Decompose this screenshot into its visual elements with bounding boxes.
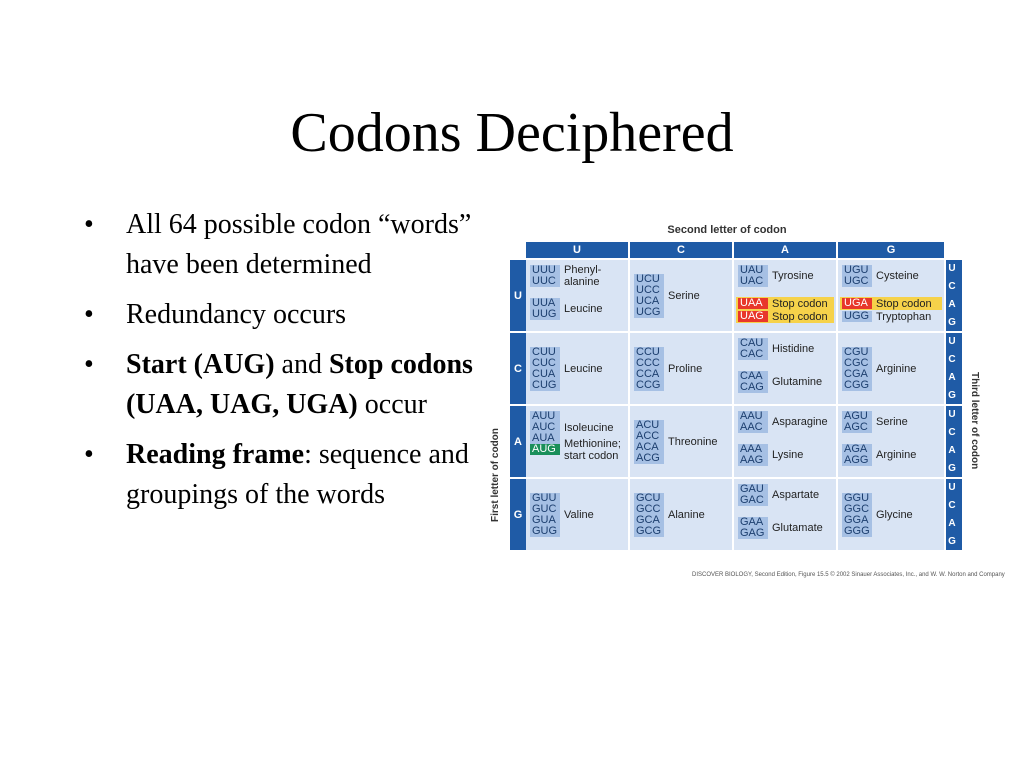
third-letter: A: [948, 298, 956, 310]
codon-group: [842, 444, 872, 466]
third-letter: A: [948, 444, 956, 456]
amino-acid-label: Leucine: [564, 303, 603, 315]
codon: GAU: [738, 484, 768, 495]
amino-acid-label: Aspartate: [772, 489, 820, 501]
codon-cell: [838, 333, 946, 406]
codon-group: [738, 484, 768, 506]
bullet-marker: •: [84, 209, 94, 240]
codon-cell: [526, 260, 630, 333]
third-letter: C: [948, 354, 956, 366]
bullet-item: [84, 295, 494, 335]
codon: UCA: [634, 296, 664, 307]
third-letter: A: [948, 371, 956, 383]
codon: CCG: [634, 380, 664, 391]
amino-acid-label: Histidine: [772, 343, 815, 355]
codon-group: [530, 265, 560, 287]
codon: ACU: [634, 420, 664, 431]
codon-cell: [526, 406, 630, 479]
bullet-marker: •: [84, 439, 94, 470]
amino-acid-label: Stop codon: [772, 311, 828, 323]
codon: CUA: [530, 369, 560, 380]
amino-acid-label: Asparagine: [772, 416, 828, 428]
bullet-marker: •: [84, 299, 94, 330]
bullet-item: [84, 435, 494, 515]
bullet-bold-text: Start (AUG): [126, 349, 275, 380]
third-letter: A: [948, 517, 956, 529]
codon-cell: [526, 333, 630, 406]
codon-cell: [630, 333, 734, 406]
amino-acid-label: Proline: [668, 363, 703, 375]
codon-group: [530, 298, 560, 320]
codon: UAC: [738, 276, 768, 287]
bullet-list: [84, 205, 494, 525]
codon-cell: [734, 406, 838, 479]
amino-acid-label: Arginine: [876, 363, 917, 375]
codon-cell: [630, 479, 734, 552]
codon: CGU: [842, 347, 872, 358]
codon-group: [738, 298, 768, 309]
third-letter: G: [948, 462, 956, 474]
third-letter: G: [948, 316, 956, 328]
codon: CAC: [738, 349, 768, 360]
codon: UUC: [530, 276, 560, 287]
codon: ACA: [634, 442, 664, 453]
amino-acid-label: Isoleucine: [564, 422, 614, 434]
codon: CGC: [842, 358, 872, 369]
amino-acid-label: Serine: [668, 290, 700, 302]
amino-acid-label: Stop codon: [772, 298, 828, 310]
third-letter: C: [948, 281, 956, 293]
second-letter-header: A: [734, 242, 836, 258]
codon: AAU: [738, 411, 768, 422]
codon: UGC: [842, 276, 872, 287]
codon: AGC: [842, 422, 872, 433]
bullet-marker: •: [84, 349, 94, 380]
third-letter: U: [948, 263, 956, 275]
codon-group: [842, 311, 872, 322]
codon: CGG: [842, 380, 872, 391]
amino-acid-label: Threonine: [668, 436, 718, 448]
amino-acid-label: Leucine: [564, 363, 603, 375]
bullet-bold-text: Stop codons (UAA, UAG, UGA): [126, 349, 473, 420]
codon-group: [738, 371, 768, 393]
codon-group: [842, 493, 872, 537]
bullet-text: and: [274, 349, 329, 380]
amino-acid-label: Arginine: [876, 449, 917, 461]
amino-acid-label: Phenyl- alanine: [564, 264, 602, 288]
first-letter-label: First letter of codon: [490, 428, 501, 522]
codon-group: [738, 444, 768, 466]
third-letter-label: Third letter of codon: [969, 372, 980, 470]
stop-codon: UAA: [738, 298, 768, 309]
amino-acid-label: Tyrosine: [772, 270, 814, 282]
codon-group: [842, 411, 872, 433]
amino-acid-label: Cysteine: [876, 270, 919, 282]
third-letter: C: [948, 427, 956, 439]
codon-table-figure: [490, 222, 1005, 584]
codon: AGG: [842, 455, 872, 466]
codon: UUA: [530, 298, 560, 309]
codon: GGA: [842, 515, 872, 526]
codon: GUC: [530, 504, 560, 515]
third-letter: G: [948, 389, 956, 401]
bullet-text: All 64 possible codon “words” have been determined: [126, 209, 472, 280]
codon-group: [634, 420, 664, 464]
codon: AAA: [738, 444, 768, 455]
codon: UUU: [530, 265, 560, 276]
first-letter-header: A: [510, 406, 526, 477]
codon: CCA: [634, 369, 664, 380]
codon: CAU: [738, 338, 768, 349]
codon: GGC: [842, 504, 872, 515]
bullet-bold-text: Reading frame: [126, 439, 305, 470]
amino-acid-label: Lysine: [772, 449, 804, 461]
first-letter-header: U: [510, 260, 526, 331]
codon: GCC: [634, 504, 664, 515]
codon-group: [634, 493, 664, 537]
amino-acid-label: Stop codon: [876, 298, 932, 310]
codon-group: [530, 444, 560, 455]
amino-acid-label: Tryptophan: [876, 311, 932, 323]
start-codon: AUG: [530, 444, 560, 455]
codon: CUG: [530, 380, 560, 391]
bullet-item: [84, 345, 494, 425]
codon: ACC: [634, 431, 664, 442]
codon: GCA: [634, 515, 664, 526]
codon-cell: [526, 479, 630, 552]
codon-group: [530, 493, 560, 537]
codon-cell: [734, 260, 838, 333]
codon-cell: [838, 406, 946, 479]
third-letter: G: [948, 535, 956, 547]
codon: AUA: [530, 433, 560, 444]
codon: CAG: [738, 382, 768, 393]
codon: GGU: [842, 493, 872, 504]
bullet-item: [84, 205, 494, 285]
codon-group: [738, 265, 768, 287]
codon: CCC: [634, 358, 664, 369]
codon: UUG: [530, 309, 560, 320]
codon-group: [738, 517, 768, 539]
third-letter: U: [948, 482, 956, 494]
codon-group: [842, 298, 872, 309]
codon: UAU: [738, 265, 768, 276]
codon: AUU: [530, 411, 560, 422]
slide-title: Codons Deciphered: [290, 102, 734, 164]
amino-acid-label: Glutamate: [772, 522, 823, 534]
codon: GAA: [738, 517, 768, 528]
codon: CGA: [842, 369, 872, 380]
codon: CCU: [634, 347, 664, 358]
codon: CUU: [530, 347, 560, 358]
second-letter-header: C: [630, 242, 732, 258]
codon: GUU: [530, 493, 560, 504]
amino-acid-label: Glutamine: [772, 376, 823, 388]
codon-cell: [630, 260, 734, 333]
amino-acid-label: Glycine: [876, 509, 913, 521]
codon: GCG: [634, 526, 664, 537]
codon-cell: [838, 260, 946, 333]
stop-codon: UGA: [842, 298, 872, 309]
figure-credit: DISCOVER BIOLOGY, Second Edition, Figure 15.5 © 2002 Sinauer Associates, Inc., and W. W. Norton and Company: [692, 572, 1005, 578]
codon: GGG: [842, 526, 872, 537]
amino-acid-label: Alanine: [668, 509, 705, 521]
codon-group: [738, 411, 768, 433]
third-letter: U: [948, 336, 956, 348]
codon: AAC: [738, 422, 768, 433]
codon-group: [530, 411, 560, 444]
codon: CAA: [738, 371, 768, 382]
codon: AGU: [842, 411, 872, 422]
bullet-text: occur: [357, 389, 427, 420]
codon: GUA: [530, 515, 560, 526]
figure-heading: Second letter of codon: [667, 224, 787, 236]
codon-group: [634, 347, 664, 391]
codon: UGU: [842, 265, 872, 276]
codon-cell: [630, 406, 734, 479]
codon: GAC: [738, 495, 768, 506]
codon: UGG: [842, 311, 872, 322]
second-letter-header: U: [526, 242, 628, 258]
stop-codon: UAG: [738, 311, 768, 322]
codon-group: [530, 347, 560, 391]
codon: AAG: [738, 455, 768, 466]
third-letter: U: [948, 409, 956, 421]
codon: UCU: [634, 274, 664, 285]
codon: GAG: [738, 528, 768, 539]
second-letter-header: G: [838, 242, 944, 258]
bullet-text: : sequence and groupings of the words: [126, 439, 469, 510]
codon: AGA: [842, 444, 872, 455]
codon-cell: [734, 333, 838, 406]
amino-acid-label: Methionine; start codon: [564, 438, 621, 462]
codon: CUC: [530, 358, 560, 369]
codon: ACG: [634, 453, 664, 464]
codon: UCC: [634, 285, 664, 296]
codon: UCG: [634, 307, 664, 318]
codon: GUG: [530, 526, 560, 537]
first-letter-header: C: [510, 333, 526, 404]
third-letter: C: [948, 500, 956, 512]
codon: AUC: [530, 422, 560, 433]
bullet-text: Redundancy occurs: [126, 299, 347, 330]
codon-cell: [838, 479, 946, 552]
first-letter-header: G: [510, 479, 526, 550]
codon-group: [738, 311, 768, 322]
codon-cell: [734, 479, 838, 552]
amino-acid-label: Serine: [876, 416, 908, 428]
codon-group: [842, 265, 872, 287]
codon-group: [738, 338, 768, 360]
codon: GCU: [634, 493, 664, 504]
amino-acid-label: Valine: [564, 509, 594, 521]
codon-group: [842, 347, 872, 391]
codon-group: [634, 274, 664, 318]
